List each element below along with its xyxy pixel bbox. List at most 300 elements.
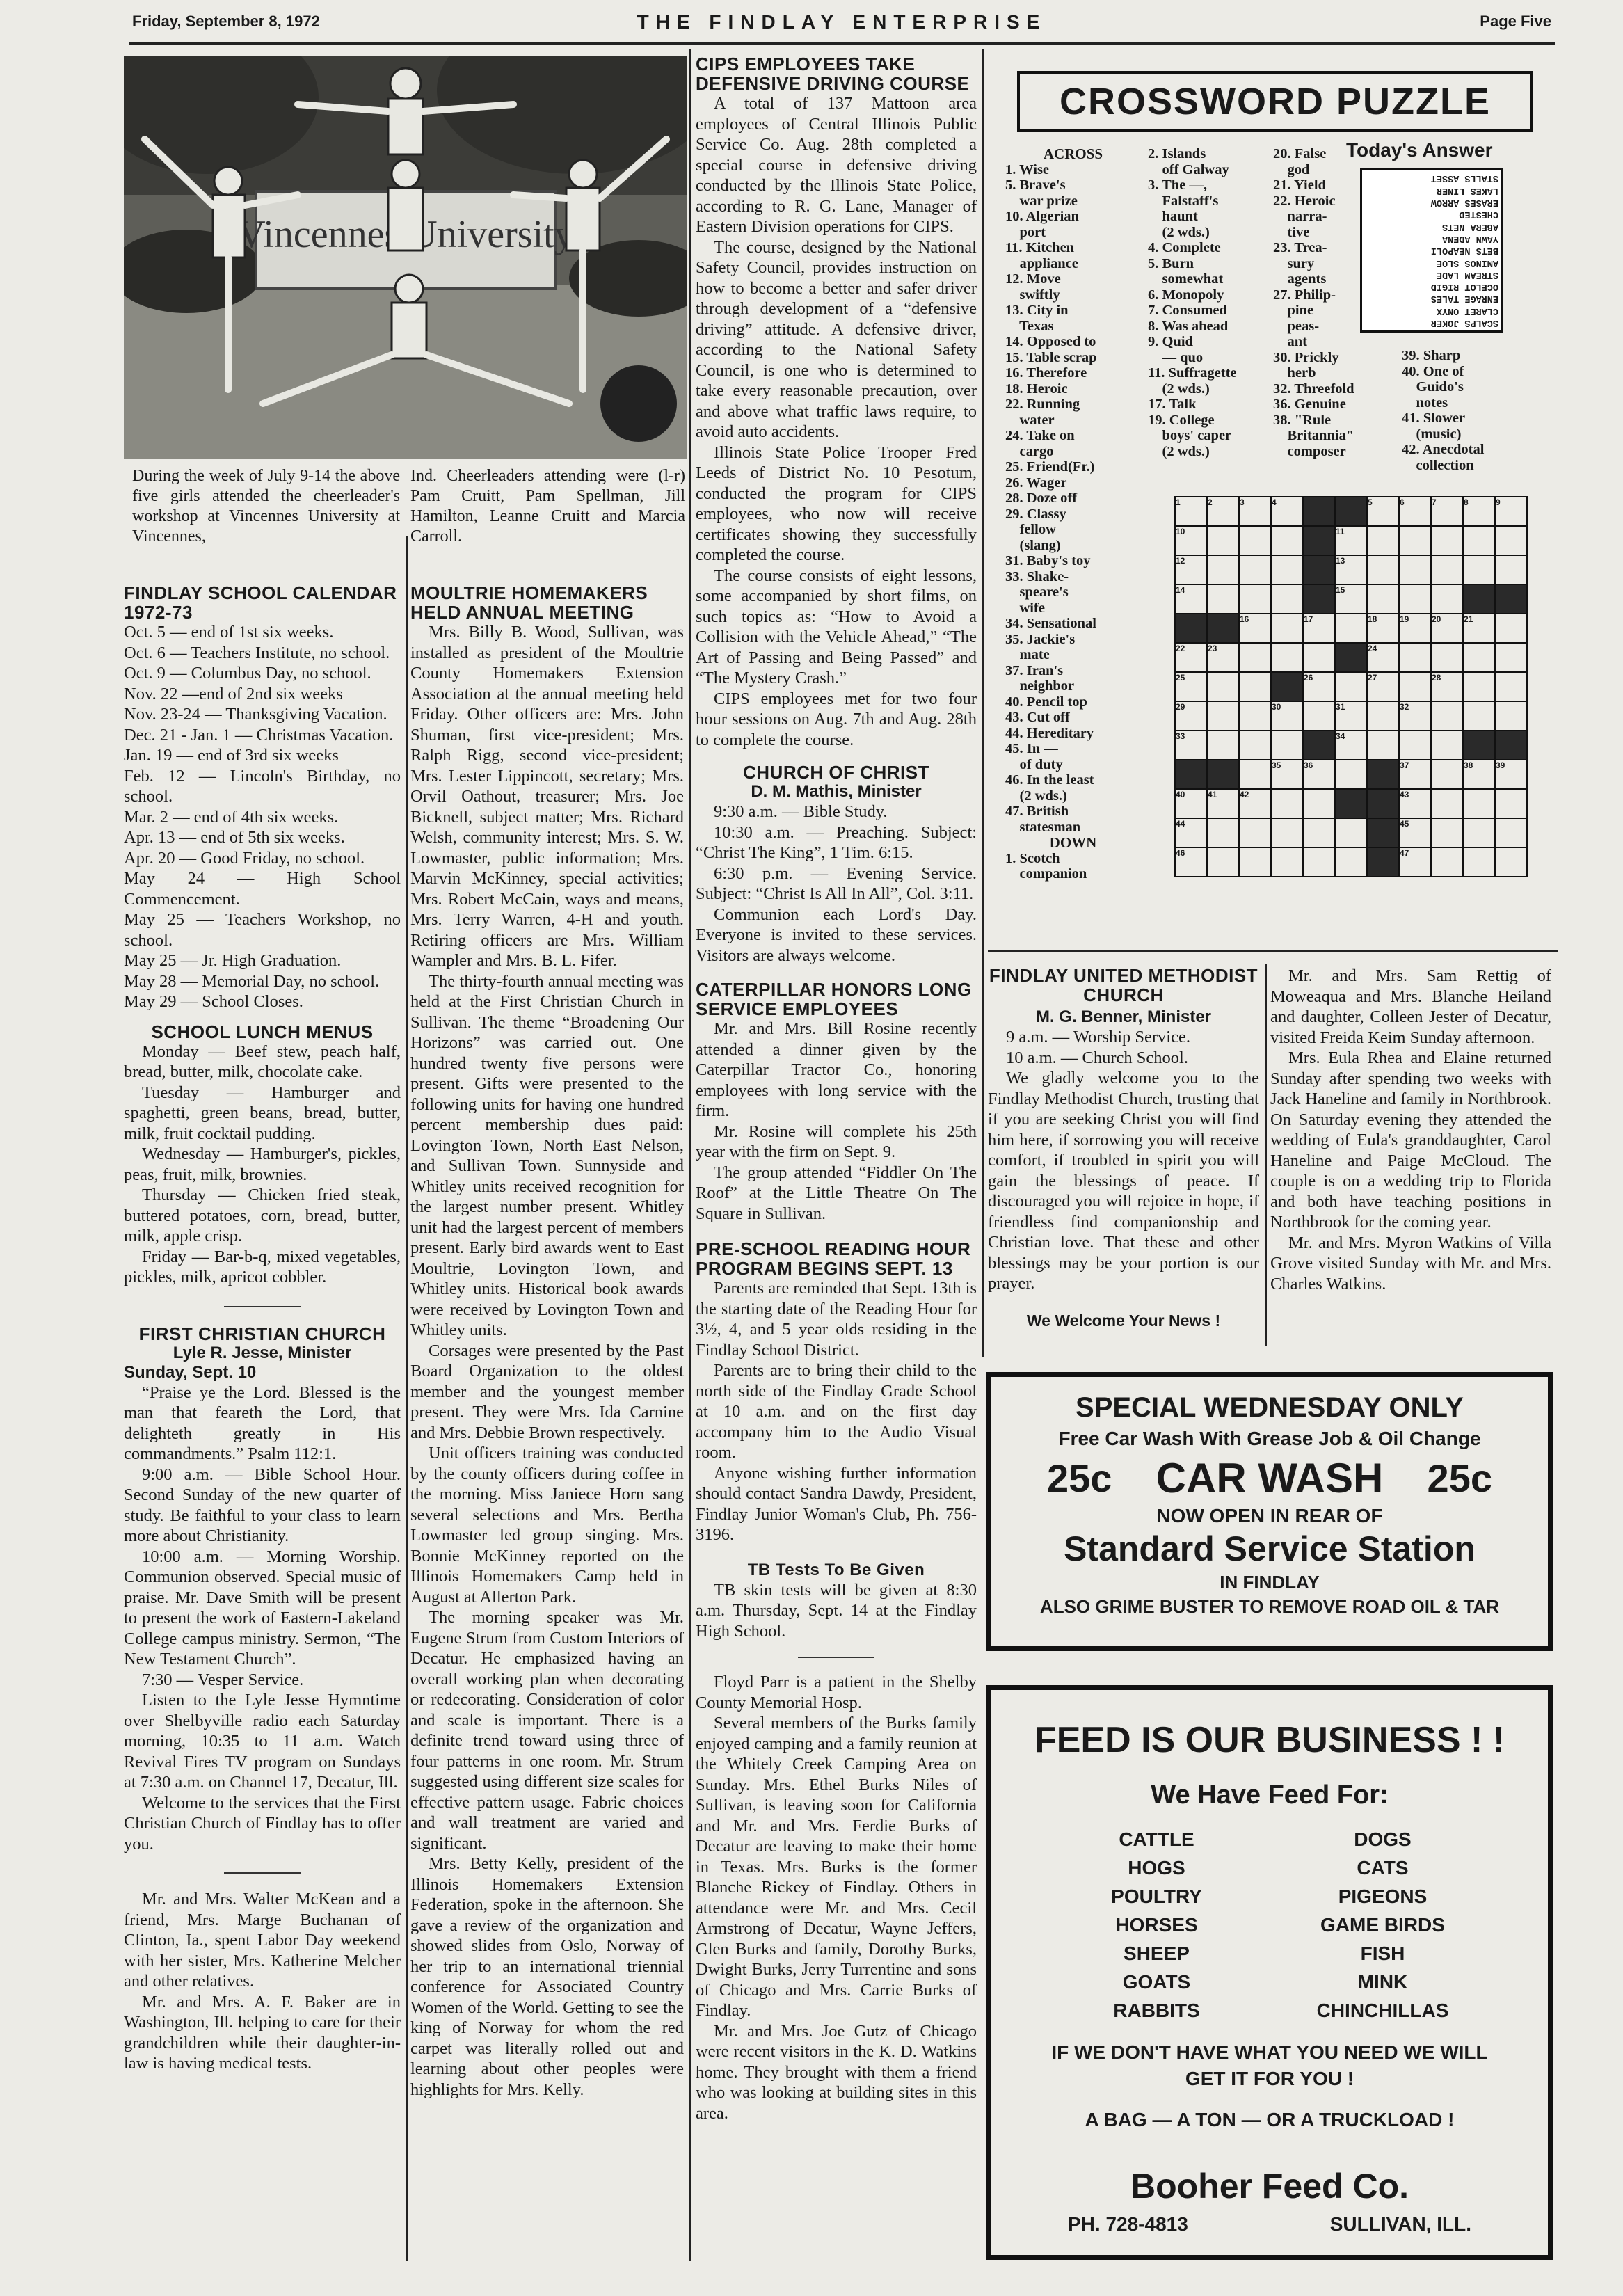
paragraph: Mr. and Mrs. Joe Gutz of Chicago were recent visitors in the K. D. Watkins home. They brought with them a friend who was looking at building sites in this area. <box>696 2021 977 2123</box>
paragraph: Floyd Parr is a patient in the Shelby County Memorial Hosp. <box>696 1673 977 1712</box>
photo-illustration <box>124 56 687 459</box>
cips-title: CIPS EMPLOYEES TAKE DEFENSIVE DRIVING COURSE <box>696 54 970 94</box>
black-square <box>1335 789 1367 818</box>
clue: pine <box>1273 303 1314 318</box>
grid-cell <box>1207 818 1239 847</box>
todays-answer-title: Today's Answer <box>1346 139 1493 161</box>
paragraph: Illinois State Police Trooper Fred Leeds of District No. 10 Pesotum, conducted the program for CIPS employees, who now will receive certificates showing they successfully completed the course. <box>696 443 977 564</box>
feed-item: FISH <box>1360 1943 1405 1964</box>
grid-cell <box>1399 584 1431 614</box>
grid-cell: 4 <box>1271 497 1303 526</box>
clue: 4. Complete <box>1148 240 1221 255</box>
first-christian-title: FIRST CHRISTIAN CHURCH <box>138 1323 386 1344</box>
clue: haunt <box>1148 209 1198 224</box>
grid-cell <box>1463 818 1495 847</box>
clue: 11. Kitchen <box>1005 240 1075 255</box>
clue: composer <box>1273 443 1346 459</box>
paragraph: Feb. 12 — Lincoln's Birthday, no school. <box>124 766 401 806</box>
black-square <box>1495 731 1527 760</box>
grid-cell: 29 <box>1175 701 1207 731</box>
paragraph: Mrs. Billy B. Wood, Sullivan, was installed as president of the Moultrie County Homemakers Extension Association at the annual meeting held Friday. Other officers are: Mrs. John Shuman, first vice-president; Mrs. Ralph Rigg, second vice-president; Mrs. Lester Lippincott, secretary; Mrs. Orvil Oathout, treasurer; Mrs. Joe Bicknell, subject matter; Mrs. Richard Welsh, community interest; Mrs. S. W. Lowmaster, public information; Mrs. Marvin McKinney, special activities; Mrs. Robert McCain, ways and means, Mrs. Terry Warren, 4-H and youth. Retiring officers are Mrs. William Wampler and Mrs. B. L. Fifer. <box>410 623 684 970</box>
answer-row: AMINOS SLOE <box>1436 257 1498 268</box>
black-square <box>1367 847 1399 877</box>
black-square <box>1207 760 1239 789</box>
grid-cell <box>1303 789 1335 818</box>
paragraph: The group attended “Fiddler On The Roof” at the Little Theatre On The Square in Sullivan. <box>696 1163 977 1223</box>
paragraph: Mr. and Mrs. Bill Rosine recently attended a dinner given by the Caterpillar Tractor Co., honoring employees with long service with the firm. <box>696 1019 977 1120</box>
grid-cell <box>1367 526 1399 555</box>
grid-cell: 18 <box>1367 614 1399 643</box>
grid-cell: 27 <box>1367 672 1399 701</box>
clue: ant <box>1273 334 1307 349</box>
black-square <box>1367 789 1399 818</box>
grid-cell <box>1431 818 1463 847</box>
grid-cell <box>1463 555 1495 584</box>
clue: statesman <box>1005 819 1081 835</box>
grid-cell <box>1207 847 1239 877</box>
grid-cell: 6 <box>1399 497 1431 526</box>
feed-item: SHEEP <box>1124 1943 1190 1964</box>
clue: (slang) <box>1005 537 1061 553</box>
clue: 23. Trea- <box>1273 240 1327 255</box>
clue: 36. Genuine <box>1273 397 1346 412</box>
clue: somewhat <box>1148 271 1224 287</box>
grid-cell: 35 <box>1271 760 1303 789</box>
carwash-also: ALSO GRIME BUSTER TO REMOVE ROAD OIL & TAR <box>1039 1596 1500 1617</box>
grid-cell <box>1335 847 1367 877</box>
paragraph: Apr. 13 — end of 5th six weeks. <box>124 828 345 847</box>
grid-row <box>1175 672 1527 701</box>
paragraph: Mr. Rosine will complete his 25th year with the firm on Sept. 9. <box>696 1122 977 1161</box>
clue: off Galway <box>1148 161 1229 177</box>
grid-cell <box>1239 584 1271 614</box>
paragraph: Apr. 20 — Good Friday, no school. <box>124 848 365 868</box>
paragraph: The morning speaker was Mr. Eugene Strum from Custom Interiors of Decatur. He emphasized having an overall working plan when decorating or redecorating. Consideration of color and scale is important. There is a definite trend toward using three of four patterns in one room. Mr. Strum suggested using different size scales for effective pattern usage. Fabric choices and wall treatment are varied and significant. <box>410 1608 684 1853</box>
black-square <box>1495 584 1527 614</box>
carwash-subtitle: Free Car Wash With Grease Job & Oil Change <box>1058 1428 1481 1449</box>
grid-cell <box>1399 555 1431 584</box>
school-calendar-title: FINDLAY SCHOOL CALENDAR 1972-73 <box>124 582 397 623</box>
clue: Guido's <box>1402 379 1464 394</box>
grid-cell <box>1431 847 1463 877</box>
black-square <box>1175 614 1207 643</box>
answer-row: ABERA NETS <box>1441 221 1498 232</box>
clue: 45. In — <box>1005 741 1058 756</box>
clue: 46. In the least <box>1005 772 1094 788</box>
paragraph: The course, designed by the National Safety Council, provides instruction on how to become a better and safer driver through development of a “defensive driving” attitude. A defensive driver, according to the National Safety Council, is one who is determined to take every reasonable precaution, over and above what traffic laws require, to avoid auto accidents. <box>696 237 977 441</box>
paragraph: Several members of the Burks family enjoyed camping and a family reunion at the Whitely Creek Camping Area on Sunday. Mrs. Ethel Burks Niles of Sullivan, is leaving soon for California and Mr. and Mrs. Ferdie Burks of Decatur are leaving to make their home in Texas. Mrs. Burks is the former Blanche Rickey of Findlay. Others in attendance were Mr. and Mrs. Cecil Armstrong of Decatur, Wayne Jeffers, Glen Burks and family, Dorothy Burks, Dwight Burks, Jerry Turrentine and sons of Chicago and Mrs. Carrie Burks of Findlay. <box>696 1714 977 2020</box>
grid-cell: 7 <box>1431 497 1463 526</box>
page-number: Page Five <box>1480 13 1551 30</box>
grid-cell <box>1239 760 1271 789</box>
clue: 29. Classy <box>1005 506 1066 522</box>
answer-row: YAWN ADENA <box>1441 232 1498 244</box>
grid-cell: 8 <box>1463 497 1495 526</box>
clue: (music) <box>1402 426 1462 442</box>
grid-cell: 45 <box>1399 818 1431 847</box>
feed-item: DOGS <box>1354 1828 1412 1850</box>
clue: 15. Table scrap <box>1005 349 1097 365</box>
clue: 22. Running <box>1005 397 1080 412</box>
grid-row <box>1175 701 1527 731</box>
column-2 <box>410 583 684 2100</box>
grid-cell: 42 <box>1239 789 1271 818</box>
paragraph: May 25 — Teachers Workshop, no school. <box>124 910 401 950</box>
separator <box>224 1306 301 1307</box>
grid-cell <box>1463 672 1495 701</box>
clue: 18. Heroic <box>1005 381 1068 397</box>
paragraph: CIPS employees met for two four hour sessions on Aug. 7th and Aug. 28th to complete the course. <box>696 689 977 749</box>
answer-row: STREAM LADE <box>1436 269 1498 280</box>
grid-cell <box>1367 555 1399 584</box>
paragraph: Wednesday — Hamburger's, pickles, peas, fruit, milk, brownies. <box>124 1145 401 1184</box>
clue: (2 wds.) <box>1148 381 1210 397</box>
preschool-body <box>696 1278 977 1545</box>
clue: peas- <box>1273 318 1320 334</box>
down-clues <box>1148 146 1273 459</box>
grid-cell: 1 <box>1175 497 1207 526</box>
clue: 42. Anecdotal <box>1402 442 1485 457</box>
black-square <box>1367 818 1399 847</box>
clue: 30. Prickly <box>1273 349 1339 365</box>
black-square <box>1207 614 1239 643</box>
preschool-title: PRE-SCHOOL READING HOUR PROGRAM BEGINS SEPT. 13 <box>696 1238 971 1279</box>
separator <box>224 1872 301 1874</box>
paragraph: Oct. 5 — end of 1st six weeks. <box>124 623 334 641</box>
caterpillar-body <box>696 1019 977 1224</box>
grid-cell <box>1495 847 1527 877</box>
black-square <box>1303 497 1335 526</box>
paragraph: 9:30 a.m. — Bible Study. <box>714 802 888 821</box>
grid-cell <box>1463 526 1495 555</box>
feed-item: POULTRY <box>1111 1886 1202 1907</box>
grid-cell <box>1399 731 1431 760</box>
newspaper-name: THE FINDLAY ENTERPRISE <box>637 11 1047 33</box>
grid-cell: 36 <box>1303 760 1335 789</box>
grid-cell: 10 <box>1175 526 1207 555</box>
grid-cell <box>1495 672 1527 701</box>
feed-item: CHINCHILLAS <box>1316 2000 1449 2021</box>
feed-city: SULLIVAN, ILL. <box>1329 2213 1471 2235</box>
grid-cell <box>1239 643 1271 672</box>
clue: 38. "Rule <box>1273 412 1332 428</box>
paragraph: Monday — Beef stew, peach half, bread, butter, milk, chocolate cake. <box>124 1042 401 1081</box>
clue: collection <box>1402 457 1474 473</box>
paragraph: May 24 — High School Commencement. <box>124 869 401 909</box>
paragraph: 7:30 — Vesper Service. <box>142 1670 304 1689</box>
grid-cell <box>1271 818 1303 847</box>
grid-row <box>1175 731 1527 760</box>
paragraph: 9 a.m. — Worship Service. <box>1006 1028 1190 1046</box>
column-rule <box>982 49 984 1357</box>
down-label: DOWN <box>1049 834 1097 851</box>
clue: 10. Algerian <box>1005 209 1079 224</box>
column-rule <box>689 49 691 2261</box>
feed-ad <box>986 1685 1553 2260</box>
grid-cell <box>1303 643 1335 672</box>
black-square <box>1175 760 1207 789</box>
paragraph: “Praise ye the Lord. Blessed is the man that feareth the Lord, that delighteth greatly in His commandments.” Psalm 112:1. <box>124 1382 401 1463</box>
clue: companion <box>1005 866 1087 882</box>
paragraph: 10 a.m. — Church School. <box>1006 1048 1188 1067</box>
paragraph: Welcome to the services that the First Christian Church of Findlay has to offer you. <box>124 1793 401 1853</box>
column-rule <box>406 536 408 2261</box>
clue: 37. Iran's <box>1005 662 1064 678</box>
feed-item: GOATS <box>1122 1971 1191 1993</box>
crossword-clues-col2 <box>1148 146 1273 459</box>
grid-cell <box>1367 701 1399 731</box>
paragraph: The course consists of eight lessons, some accompanied by short films, on such topics as: “How to Avoid a Collision with the Vehicle Ahead,” “The Art of Passing and Being Passed” and “The Mystery Crash.” <box>696 566 977 687</box>
paragraph: Nov. 23-24 — Thanksgiving Vacation. <box>124 705 387 724</box>
grid-cell <box>1271 847 1303 877</box>
grid-cell: 39 <box>1495 760 1527 789</box>
clue: wife <box>1005 600 1045 616</box>
black-square <box>1303 731 1335 760</box>
clue: cargo <box>1005 443 1054 459</box>
church-of-christ-title: CHURCH OF CHRIST <box>743 762 929 783</box>
answer-row: CLARET ONYX <box>1436 305 1498 316</box>
grid-cell <box>1271 555 1303 584</box>
grid-cell <box>1399 643 1431 672</box>
paragraph: Mr. and Mrs. Myron Watkins of Villa Grove visited Sunday with Mr. and Mrs. Charles Watkins. <box>1270 1233 1551 1293</box>
paragraph: Oct. 9 — Columbus Day, no school. <box>124 664 371 683</box>
down-clues-end <box>1402 348 1520 473</box>
grid-cell: 26 <box>1303 672 1335 701</box>
feed-item: HORSES <box>1115 1914 1198 1936</box>
church-of-christ-minister: D. M. Mathis, Minister <box>751 782 922 801</box>
clue: water <box>1005 412 1055 428</box>
grid-cell: 22 <box>1175 643 1207 672</box>
grid-cell <box>1431 760 1463 789</box>
grid-cell: 41 <box>1207 789 1239 818</box>
answer-row: OCELOT RIGID <box>1430 280 1498 292</box>
clue: (2 wds.) <box>1005 788 1067 804</box>
clue: Falstaff's <box>1148 193 1219 209</box>
grid-cell: 44 <box>1175 818 1207 847</box>
grid-cell: 43 <box>1399 789 1431 818</box>
black-square <box>1271 672 1303 701</box>
feed-item: MINK <box>1357 1971 1408 1993</box>
homemakers-title: MOULTRIE HOMEMAKERS HELD ANNUAL MEETING <box>410 582 648 623</box>
grid-cell <box>1495 789 1527 818</box>
answer-row: BETS NEAPOLI <box>1430 245 1498 256</box>
clue: 12. Move <box>1005 271 1061 287</box>
clue: 27. Philip- <box>1273 287 1336 303</box>
column-1 <box>124 583 401 2074</box>
grid-row <box>1175 643 1527 672</box>
grid-cell <box>1271 584 1303 614</box>
homemakers-body <box>410 622 684 2100</box>
section-rule <box>988 950 1558 952</box>
grid-cell: 28 <box>1431 672 1463 701</box>
carwash-headline: SPECIAL WEDNESDAY ONLY <box>1076 1392 1464 1423</box>
carwash-station: Standard Service Station <box>1064 1529 1476 1568</box>
first-christian-minister: Lyle R. Jesse, Minister <box>173 1343 352 1362</box>
grid-cell <box>1207 584 1239 614</box>
grid-cell <box>1239 818 1271 847</box>
first-christian-body <box>124 1382 401 1855</box>
grid-cell <box>1431 731 1463 760</box>
clue: 7. Consumed <box>1148 303 1227 318</box>
black-square <box>1335 497 1367 526</box>
grid-cell <box>1335 614 1367 643</box>
clue: 5. Brave's <box>1005 177 1066 193</box>
first-christian-date: Sunday, Sept. 10 <box>124 1362 257 1382</box>
cips-body <box>696 93 977 750</box>
tb-title: TB Tests To Be Given <box>747 1560 925 1579</box>
grid-cell: 30 <box>1271 701 1303 731</box>
grid-cell: 20 <box>1431 614 1463 643</box>
grid-cell: 3 <box>1239 497 1271 526</box>
clue: narra- <box>1273 209 1327 224</box>
paragraph: Communion each Lord's Day. Everyone is invited to these services. Visitors are always welcome. <box>696 904 977 965</box>
parr-news <box>696 1672 977 2123</box>
clue: (2 wds.) <box>1148 443 1210 459</box>
clue: 2. Islands <box>1148 146 1206 161</box>
grid-cell: 32 <box>1399 701 1431 731</box>
grid-cell: 17 <box>1303 614 1335 643</box>
grid-cell <box>1367 584 1399 614</box>
answer-row: ERASES ARROW <box>1430 196 1498 207</box>
clue: (2 wds.) <box>1148 224 1210 240</box>
black-square <box>1303 584 1335 614</box>
carwash-findlay: IN FINDLAY <box>1220 1572 1320 1593</box>
grid-row <box>1175 555 1527 584</box>
paragraph: 6:30 p.m. — Evening Service. Subject: “Christ Is All In All”, Col. 3:11. <box>696 863 977 903</box>
clue: 47. British <box>1005 804 1069 819</box>
grid-cell <box>1239 847 1271 877</box>
grid-row <box>1175 614 1527 643</box>
clue: Britannia" <box>1273 428 1354 443</box>
clue: neighbor <box>1005 678 1075 694</box>
clue: war prize <box>1005 193 1078 209</box>
clue: 39. Sharp <box>1402 348 1461 363</box>
clue: 14. Opposed to <box>1005 334 1096 349</box>
feed-item: CATTLE <box>1119 1828 1194 1850</box>
feed-headline: FEED IS OUR BUSINESS ! ! <box>1034 1720 1505 1760</box>
grid-cell: 38 <box>1463 760 1495 789</box>
paragraph: We gladly welcome you to the Findlay Methodist Church, trusting that if you are seeking Christ you will find him here, if sorrowing you will receive comfort, if troubled in spirit you will gain the blessings of peace. If discouraged you will rejoice in hope, if friendless find companionship and Christian love. That these and other blessings may be your portion is our prayer. <box>988 1069 1259 1293</box>
grid-row <box>1175 818 1527 847</box>
clue: 40. One of <box>1402 363 1464 379</box>
grid-cell: 19 <box>1399 614 1431 643</box>
tb-body: TB skin tests will be given at 8:30 a.m. Thursday, Sept. 14 at the Findlay High School. <box>696 1580 977 1641</box>
across-label: ACROSS <box>1043 145 1103 162</box>
grid-row <box>1175 526 1527 555</box>
paragraph: May 29 — School Closes. <box>124 992 303 1011</box>
feed-company: Booher Feed Co. <box>1130 2167 1409 2206</box>
clue: tive <box>1273 224 1310 240</box>
black-square <box>1367 760 1399 789</box>
paragraph: Unit officers training was conducted by the county officers during coffee in the morning. Miss Janiece Horn sang several selections and Mrs. Bertha Lowmaster led group singing. Mrs. Bonnie McKinney reported on the Illinois Homemakers Camp held in August at Allerton Park. <box>410 1444 684 1607</box>
clue: sury <box>1273 255 1315 271</box>
paragraph: Parents are to bring their child to the north side of the Findlay Grade School at 10 a.m. and on the first day accompany him to the Audio Visual room. <box>696 1361 977 1462</box>
clue: 33. Shake- <box>1005 568 1069 584</box>
clue: 9. Quid <box>1148 334 1193 349</box>
crossword-clues-col4 <box>1402 348 1520 473</box>
feed-line1: IF WE DON'T HAVE WHAT YOU NEED WE WILL GET IT FOR YOU ! <box>1051 2041 1488 2089</box>
black-square <box>1463 584 1495 614</box>
mckean-news <box>124 1889 401 2074</box>
grid-cell: 23 <box>1207 643 1239 672</box>
grid-cell: 47 <box>1399 847 1431 877</box>
rettig-news <box>1270 966 1551 1294</box>
grid-cell: 14 <box>1175 584 1207 614</box>
clue: 35. Jackie's <box>1005 631 1076 647</box>
clue: swiftly <box>1005 287 1060 303</box>
church-of-christ-body <box>696 802 977 966</box>
paragraph: Dec. 21 - Jan. 1 — Christmas Vacation. <box>124 725 394 744</box>
grid-cell <box>1463 643 1495 672</box>
black-square <box>1335 643 1367 672</box>
paragraph: Mrs. Eula Rhea and Elaine returned Sunday after spending two weeks with Jack Haneline and family in Northbrook. On Saturday evening they attended the wedding of Eula's granddaughter, Carol Haneline and Paige McCloud. The couple is on a wedding trip to Florida and both have teaching positions in Northbrook for the coming year. <box>1270 1049 1551 1231</box>
grid-cell <box>1463 701 1495 731</box>
grid-cell <box>1495 555 1527 584</box>
grid-cell <box>1271 614 1303 643</box>
clue: 13. City in <box>1005 303 1069 318</box>
clue: Texas <box>1005 318 1054 334</box>
feed-subtitle: We Have Feed For: <box>1151 1780 1389 1810</box>
clue: 8. Was ahead <box>1148 318 1229 334</box>
grid-cell <box>1207 672 1239 701</box>
grid-cell <box>1271 643 1303 672</box>
clue: 40. Pencil top <box>1005 694 1087 710</box>
crossword-clues-col3 <box>1273 146 1360 459</box>
clue: god <box>1273 161 1310 177</box>
grid-cell <box>1335 672 1367 701</box>
paragraph: 10:00 a.m. — Morning Worship. Communion observed. Special music of praise. Mr. Dave Smith will be present to present the work of Eastern-Lakeland College campus ministry. Sermon, “The New Testament Church”. <box>124 1547 401 1668</box>
clue: of duty <box>1005 756 1063 772</box>
grid-cell <box>1239 701 1271 731</box>
feed-item: RABBITS <box>1113 2000 1200 2021</box>
clue: 34. Sensational <box>1005 616 1096 631</box>
grid-cell <box>1239 526 1271 555</box>
grid-row <box>1175 760 1527 789</box>
caterpillar-title: CATERPILLAR HONORS LONG SERVICE EMPLOYEES <box>696 979 972 1019</box>
grid-cell <box>1271 731 1303 760</box>
paragraph: Mr. and Mrs. A. F. Baker are in Washington, Ill. helping to care for their grandchildren while their daughter-in-law is having medical tests. <box>124 1992 401 2073</box>
grid-cell <box>1303 847 1335 877</box>
answer-row: SCALPS JOKER <box>1430 317 1498 328</box>
grid-cell <box>1271 526 1303 555</box>
clue: herb <box>1273 365 1316 381</box>
clue: 16. Therefore <box>1005 365 1087 381</box>
grid-cell <box>1399 672 1431 701</box>
paragraph: 10:30 a.m. — Preaching. Subject: “Christ The King”, 1 Tim. 6:15. <box>696 822 977 862</box>
grid-cell: 12 <box>1175 555 1207 584</box>
clue: 20. False <box>1273 146 1327 161</box>
clue: 5. Burn <box>1148 255 1194 271</box>
clue: fellow <box>1005 522 1056 537</box>
column-3 <box>696 54 977 2123</box>
grid-cell <box>1431 701 1463 731</box>
grid-cell <box>1431 555 1463 584</box>
paragraph: 9:00 a.m. — Bible School Hour. Second Sunday of the new quarter of study. Be faithful to your class to learn more about Christianity. <box>124 1465 401 1545</box>
grid-cell <box>1431 789 1463 818</box>
rettig-body <box>1270 966 1551 1294</box>
grid-cell <box>1207 555 1239 584</box>
grid-cell: 11 <box>1335 526 1367 555</box>
todays-answer-grid <box>1360 168 1503 333</box>
grid-cell: 15 <box>1335 584 1367 614</box>
carwash-price-left: 25c <box>1047 1456 1112 1500</box>
down-clues-cont <box>1273 146 1360 459</box>
clue: 31. Baby's toy <box>1005 553 1091 568</box>
paragraph: Anyone wishing further information should contact Sandra Dawdy, President, Findlay Junior Woman's Club, Ph. 756-3196. <box>696 1463 977 1544</box>
paragraph: Parents are reminded that Sept. 13th is the starting date of the Reading Hour for 3½, 4, and 5 year olds residing in the Findlay School District. <box>696 1279 977 1360</box>
grid-cell <box>1431 526 1463 555</box>
methodist-minister: M. G. Benner, Minister <box>1035 1007 1212 1026</box>
